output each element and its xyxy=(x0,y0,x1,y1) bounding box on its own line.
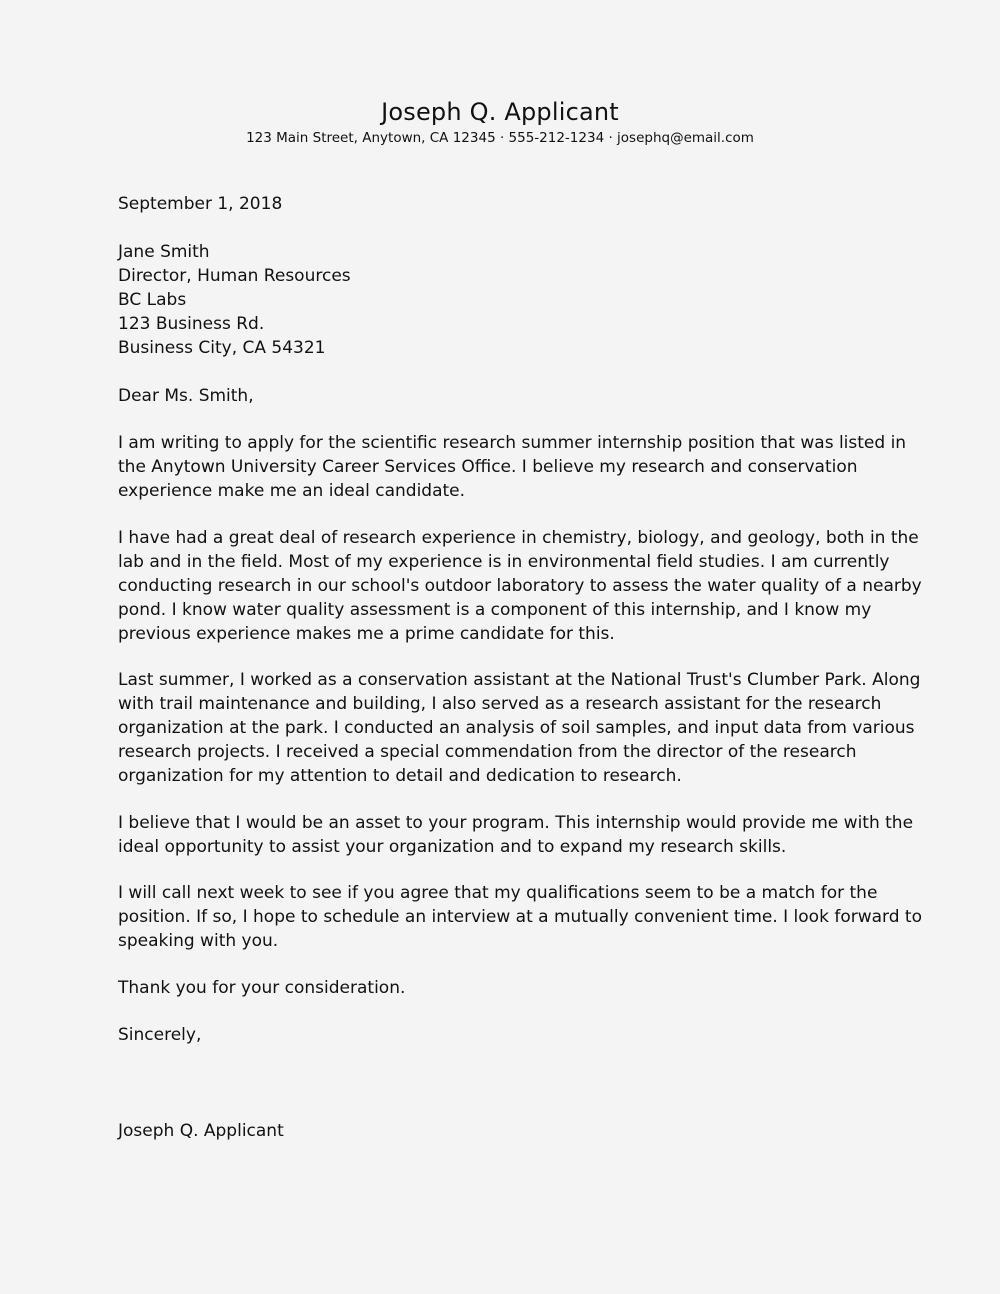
thanks-line xyxy=(118,976,890,1000)
paragraph-line: previous experience makes me a prime candidate for this. xyxy=(118,624,615,644)
letter-date xyxy=(118,192,890,216)
sender-contact-line: 123 Main Street, Anytown, CA 12345 · 555-212-1234 · josephq@email.com xyxy=(246,130,754,146)
signature-name: Joseph Q. Applicant xyxy=(118,1121,284,1141)
paragraph-line: position. If so, I hope to schedule an interview at a mutually convenient time. I look forward to xyxy=(118,907,922,927)
paragraph-line: ideal opportunity to assist your organization and to expand my research skills. xyxy=(118,837,787,857)
recipient-name: Jane Smith xyxy=(118,242,210,262)
paragraph-line: lab and in the field. Most of my experience is in environmental field studies. I am currently xyxy=(118,552,890,572)
paragraph-line: I am writing to apply for the scientific research summer internship position that was listed in xyxy=(118,433,907,453)
thanks-text: Thank you for your consideration. xyxy=(118,978,406,998)
recipient-company: BC Labs xyxy=(118,290,187,310)
paragraph-2 xyxy=(118,526,922,646)
paragraph-line: conducting research in our school's outdoor laboratory to assess the water quality of a nearby xyxy=(118,576,922,596)
paragraph-line: pond. I know water quality assessment is a component of this internship, and I know my xyxy=(118,600,872,620)
closing-text: Sincerely, xyxy=(118,1025,202,1045)
paragraph-line: experience make me an ideal candidate. xyxy=(118,481,466,501)
paragraph-line: organization at the park. I conducted an analysis of soil samples, and input data from various xyxy=(118,718,915,738)
date-text: September 1, 2018 xyxy=(118,194,283,214)
paragraph-line: I will call next week to see if you agree that my qualifications seem to be a match for the xyxy=(118,883,878,903)
sender-name: Joseph Q. Applicant xyxy=(381,98,619,126)
paragraph-line: research projects. I received a special commendation from the director of the research xyxy=(118,742,857,762)
paragraph-line: Last summer, I worked as a conservation assistant at the National Trust's Clumber Park. Along xyxy=(118,670,921,690)
paragraph-3 xyxy=(118,668,921,788)
salutation xyxy=(118,384,890,408)
paragraph-5 xyxy=(118,881,922,953)
paragraph-line: speaking with you. xyxy=(118,931,279,951)
paragraph-4 xyxy=(118,811,914,859)
paragraph-1 xyxy=(118,431,907,503)
paragraph-line: I have had a great deal of research experience in chemistry, biology, and geology, both in the xyxy=(118,528,919,548)
recipient-city: Business City, CA 54321 xyxy=(118,338,326,358)
recipient-address xyxy=(118,240,890,360)
closing xyxy=(118,1023,890,1047)
paragraph-line: the Anytown University Career Services Office. I believe my research and conservation xyxy=(118,457,858,477)
paragraph-line: I believe that I would be an asset to your program. This internship would provide me with the xyxy=(118,813,914,833)
salutation-text: Dear Ms. Smith, xyxy=(118,386,254,406)
paragraph-line: with trail maintenance and building, I also served as a research assistant for the research xyxy=(118,694,882,714)
recipient-title: Director, Human Resources xyxy=(118,266,351,286)
signature xyxy=(118,1119,890,1143)
paragraph-line: organization for my attention to detail and dedication to research. xyxy=(118,766,682,786)
recipient-street: 123 Business Rd. xyxy=(118,314,265,334)
